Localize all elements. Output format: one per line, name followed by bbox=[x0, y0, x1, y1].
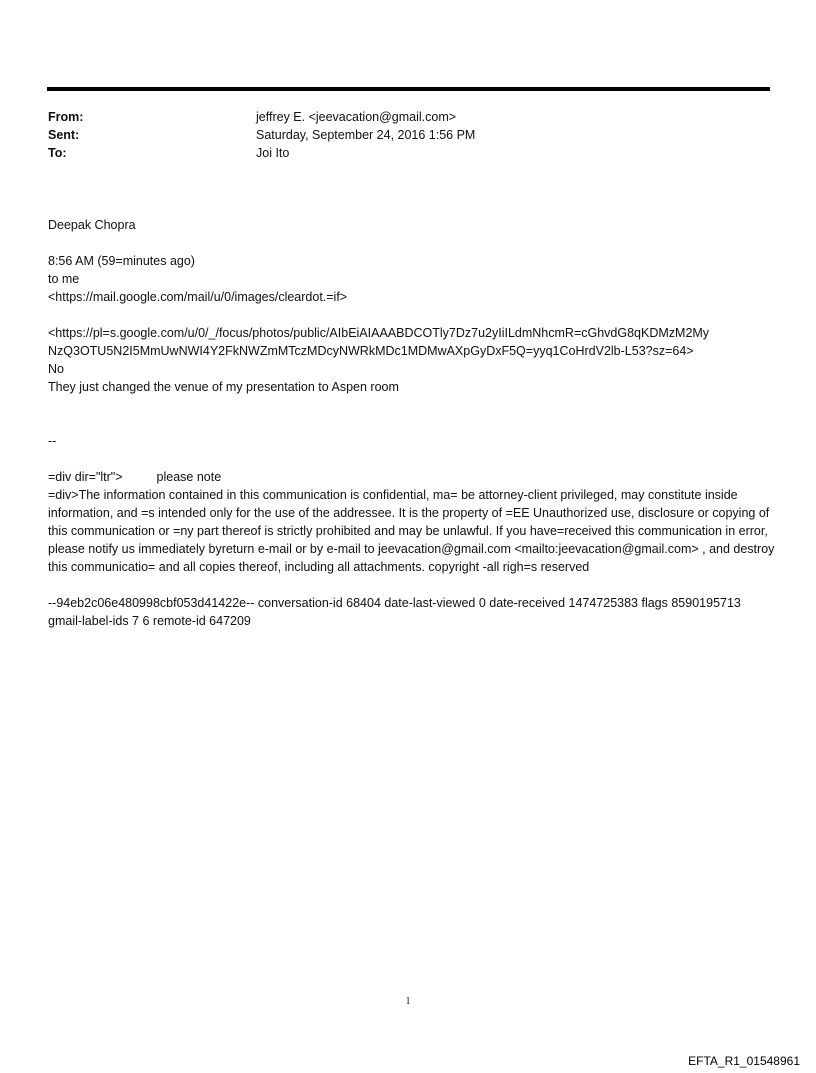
confidentiality-disclaimer: =div>The information contained in this communication is confidential, ma= be attorney-client privileged, may constitute inside information, and =s intended only for the use of the addressee. It is the property of =EE Unauthorized use, disclosure or copying of this communication or =ny part thereof is strictly prohibited and may be unlawful. If you have=received this communication in error, please notify us immediately byreturn e-mail or by e-mail to jeevacation@gmail.com <mailto:jeevacation@gmail.com> , and destroy this communicatio= and all copies thereof, including all attachments. copyright -all righ=s reserved bbox=[48, 488, 775, 574]
photo-link-line-1: <https://pl=s.google.com/u/0/_/focus/photos/public/AIbEiAIAAABDCOTly7Dz7u2yIiILdmNhcmR=cGhvdG8qKDMzM2My bbox=[48, 326, 710, 340]
signature-separator: -- bbox=[48, 434, 57, 448]
bates-number: EFTA_R1_01548961 bbox=[688, 1054, 800, 1068]
photo-link-line-2: NzQ3OTU5N2I5MmUwNWI4Y2FkNWZmMTczMDcyNWRkMDc1MDMwAXpGyDxF5Q=yyq1CoHrdV2lb-L53?sz=64> bbox=[48, 344, 694, 358]
div-ltr-text: =div dir="ltr"> bbox=[48, 470, 123, 484]
div-ltr-line bbox=[48, 468, 776, 486]
from-label: From: bbox=[48, 110, 84, 124]
message-metadata: --94eb2c06e480998cbf053d41422e-- conversation-id 68404 date-last-viewed 0 date-received 1474725383 flags 8590195713 gmail-label-ids 7 6 remote-id 647209 bbox=[48, 596, 741, 628]
time-line: 8:56 AM (59=minutes ago) bbox=[48, 254, 195, 268]
email-body bbox=[48, 216, 776, 630]
sent-label: Sent: bbox=[48, 128, 80, 142]
email-header bbox=[48, 108, 768, 162]
please-note-text: please note bbox=[156, 470, 222, 484]
no-line: No bbox=[48, 362, 64, 376]
header-divider bbox=[47, 87, 770, 91]
from-value: jeffrey E. <jeevacation@gmail.com> bbox=[256, 110, 457, 124]
to-value: Joi Ito bbox=[256, 146, 290, 160]
venue-line: They just changed the venue of my presentation to Aspen room bbox=[48, 380, 399, 394]
sent-value: Saturday, September 24, 2016 1:56 PM bbox=[256, 128, 476, 142]
to-row bbox=[48, 144, 768, 162]
to-label: To: bbox=[48, 146, 67, 160]
to-me-line: to me bbox=[48, 272, 80, 286]
sender-name: Deepak Chopra bbox=[48, 218, 136, 232]
page-number: 1 bbox=[405, 996, 411, 1007]
from-row bbox=[48, 108, 768, 126]
sent-row bbox=[48, 126, 768, 144]
cleardot-link: <https://mail.google.com/mail/u/0/images/cleardot.=if> bbox=[48, 290, 348, 304]
